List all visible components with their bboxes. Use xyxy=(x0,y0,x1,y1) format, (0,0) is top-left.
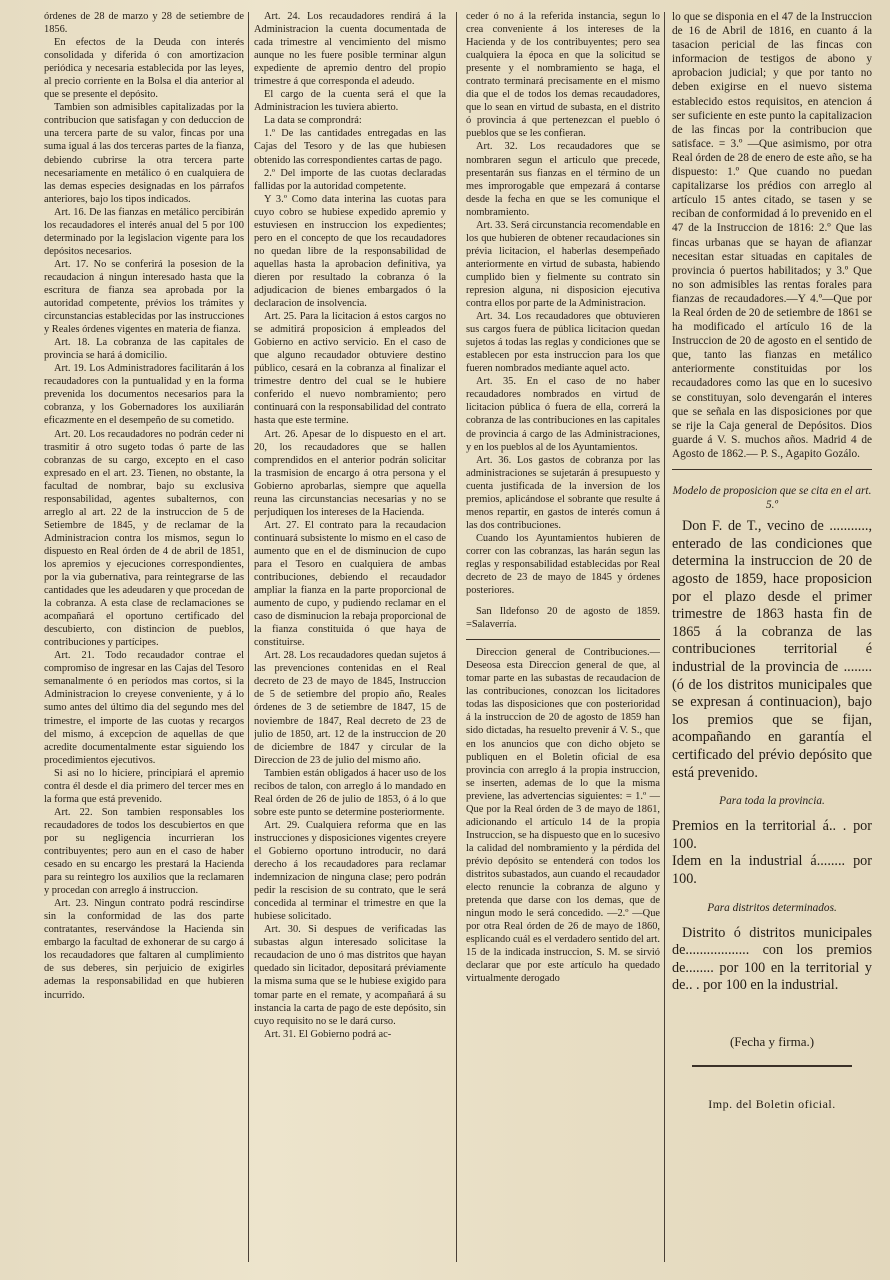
paragraph: Tambien son admisibles capitalizadas por la contribucion que satisfagan y con deduccion de una tercera parte de su valor, fincas por una suma igual á las dos terceras partes de la fianza, debiendo cubrirse la otra tercera parte necesariamente en metálico ó en cualquiera de las demas especies designadas en los párrafos anteriores, bajo los tipos indicados. xyxy=(44,102,244,205)
districts-text: Distrito ó distritos municipales de.................. con los premios de........ por 100 en la territorial y de.. . por 100 en la industrial. xyxy=(672,924,872,994)
article-30: Art. 30. Si despues de verificadas las subastas algun interesado solicitase la recaudacion de uno ó mas distritos que hayan quedado sin licitador, depositará préviamente la misma suma que se le hubiese exigido para tomar parte en el remate, y acompañará á su instancia la carta de pago de este depósito, sin cuyo requisito no se le dará curso. xyxy=(254,924,446,1027)
article-31: Art. 31. El Gobierno podrá ac- xyxy=(264,1028,392,1040)
paragraph: Si asi no lo hiciere, principiará el apremio contra él desde el dia primero del tercer mes en la forma que está prevenido. xyxy=(44,767,244,805)
article-24: Art. 24. Los recaudadores rendirá á la Administracion la cuenta documentada de cada trimestre al vencimiento del mismo aunque no les fuere posible terminar algun expediente de apremio dentro del propio trimestre á que corresponda el adeudo. xyxy=(254,11,446,88)
paragraph: Y 3.º Como data interina las cuotas para cuyo cobro se hubiese expedido apremio y estuviesen en instruccion los expedientes; pero en el concepto de que los recaudadores no quedan libre de la responsabilidad de aquellas hasta la aprobacion definitiva, ya dieren por resultado la cobranza ó la adjudicacion de bienes embargados ó la declaracion de insolvencia. xyxy=(254,193,446,310)
section-divider xyxy=(672,469,872,470)
article-36: Art. 36. Los gastos de cobranza por las administraciones se sujetarán á presupuesto y cuenta justificada de la inversion de los premios, aplicándose el sobrante que resulte á menos repartir, en gastos de interés comun á las dos contribuciones. xyxy=(466,454,660,531)
circular-text: Direccion general de Contribuciones.—Deseosa esta Direccion general de que, al tomar parte en las subastas de recaudacion de las contribuciones, conozcan los licitadores todas las disposiciones que con posterioridad á la instruccion de 20 de agosto de 1859 han sido dictadas, ha resuelto prevenir á V. S., que en los anuncios que con dicho objeto se publiquen en el Boletin oficial de esa provincia con arreglo á la propia instruccion, se inserten, ademas de lo que la misma previene, las advertencias siguientes: = 1.º —Que por la Real órden de 3 de mayo de 1861, adicionando el artículo 14 de la propia Instruccion, se ha dispuesto que en lo sucesivo la calidad del nombramiento y la pérdida del prévio depósito se entenderá con todos los distritos subastados, aun cuando el recaudador electo renuncie la cobranza de alguno y pretenda que darse con los demas, que de ningun modo le será concedido. —2.º —Que por otra Real órden de 26 de mayo de 1860, esplicando cuál es el verdadero sentido del art. 15 de la indicada instruccion, S. M. se sirvió declarar que por este artículo ha quedado virtualmente derogado xyxy=(466,647,660,985)
article-19: Art. 19. Los Administradores facilitarán á los recaudadores con la puntualidad y en la forma prevenida los documentos necesarios para la cobranza, y los Gobernadores los auxiliarán eficazmente en el desempeño de su cometido. xyxy=(44,363,244,427)
column-3 xyxy=(466,10,660,1272)
premium-line: Premios en la territorial á.. . por 100. xyxy=(672,818,872,852)
date-signature: San Ildefonso 20 de agosto de 1859. =Salaverría. xyxy=(466,606,660,631)
paragraph: ceder ó no á la referida instancia, segun lo crea conveniente á los intereses de la Hacienda y de los contribuyentes; pero sea cualquiera la época en que la solicitud se presente y el nombramiento se haga, el contrato terminará precisamente en el mismo dia que el de todos los demas recaudadores, que lo sean en virtud de subasta, en el distrito ó provincia á que pertenezcan el pueblo ó pueblos que se les confieran. xyxy=(466,11,660,140)
paragraph: En efectos de la Deuda con interés consolidada y diferida ó con amortizacion periódica y necesaria establecida por las leyes, al precio corriente en la Bolsa el dia anterior al que se presente el depósito. xyxy=(44,37,244,101)
paragraph: 1.º De las cantidades entregadas en las Cajas del Tesoro y de las que hubiesen obtenido las correspondientes cartas de pago. xyxy=(254,128,446,166)
closing-rule xyxy=(692,1065,852,1067)
paragraph: El cargo de la cuenta será el que la Administracion les tuviera abierto. xyxy=(254,89,446,114)
article-35: Art. 35. En el caso de no haber recaudadores nombrados en virtud de licitacion pública ó fuera de ella, correrá la cobranza de las contribuciones en las capitales de provincia á cargo de las Administraciones, y en los pueblos al de los Ayuntamientos. xyxy=(466,376,660,453)
article-25: Art. 25. Para la licitacion á estos cargos no se admitirá proposicion á empleados del Gobierno en activo servicio. En el caso de que alguno recaudador obtuviere destino público, cesará en la cobranza al finalizar el trimestre dentro del cual se le hubiere conferido el nuevo nombramiento; pero continuará con la responsabilidad del contrato hasta que este termine. xyxy=(254,311,446,427)
circular-continuation: lo que se disponia en el 47 de la Instruccion de 16 de Abril de 1816, en cuanto á la tasacion pericial de las fincas con informacion de testigos de abono y aprobacion judicial; y que por tanto no deben exigirse en el nuevo sistema establecido estos requisitos, en atencion á ser suficiente en este punto la capitalizacion de las fincas por la contribucion que satisface. = 3.º —Que asimismo, por otra Real órden de 28 de enero de este año, se ha dispuesto: 1.º Que cuando no puedan capitalizarse los prédios con arreglo al artículo 15 antes citado, se tasen y se reciban de conformidad á lo prevenido en el 47 de la Instruccion de 1816: 2.º Que las fincas urbanas que se hayan de afianzar necesitan estar situadas en capitales de provincia ó puertos habilitados; y 3.º Que no son admisibles las rentas forales para fianzas de recaudadores.—Y 4.º—Que por la Real órden de 20 de setiembre de 1861 se ha modificado el artículo 16 de la Instruccion de 20 de agosto en el sentido de que, tanto las fianzas en metálico anteriormente constituidas por los recaudadores como las que en lo sucesivo se constituyan, solo devengarán el interes que se señala en las disposiciones por que se rije la Caja general de Depósitos. Dios guarde á V. S. muchos años. Madrid 4 de Agosto de 1862.— P. S., Agapito Gozálo. xyxy=(672,11,872,460)
article-27: Art. 27. El contrato para la recaudacion continuará subsistente lo mismo en el caso de aumento que en el de disminucion de cupo para el Tesoro en cualquiera de ambas contribuciones, debiendo el recaudador ampliar la fianza en la parte proporcional de aumento de cupo, y pudiendo reclamar en el caso de disminucion la rebaja proporcional de la fianza constituida ó que haya de constituirse. xyxy=(254,519,446,649)
paragraph: órdenes de 28 de marzo y 28 de setiembre de 1856. xyxy=(44,11,244,36)
article-21: Art. 21. Todo recaudador contrae el compromiso de ingresar en las Cajas del Tesoro semanalmente ó en períodos mas cortos, si la Administracion lo creyese conveniente, y á lo sumo antes del último dia del segundo mes del trimestre, el importe de las cuotas y recargos del mismo, á excepcion de aquellas de que acredite documentalmente estar siguiendo los procedimientos ejecutivos. xyxy=(44,650,244,766)
column-rule xyxy=(664,12,665,1262)
printer-imprint: Imp. del Boletin oficial. xyxy=(708,1097,836,1112)
paragraph: Tambien están obligados á hacer uso de los recibos de talon, con arreglo á lo mandado en Real órden de 26 de julio de 1853, ó á lo que sobre este punto se determine posteriormente. xyxy=(254,767,446,818)
article-17: Art. 17. No se conferirá la posesion de la recaudacion á ningun interesado hasta que la escritura de fianza sea aprobada por la autoridad competente, prévios los trámites y circunstancias establecidas por las instrucciones y Reales órdenes vigentes en materia de fianza. xyxy=(44,258,244,336)
column-rule xyxy=(456,12,457,1262)
model-proposal-text: Don F. de T., vecino de ..........., enterado de las condiciones que determina la instruccion de 20 de agosto de 1859, hace proposicion por el plazo desde el primer trimestre de 1863 hasta fin de 1865 á la cobranza de las contribuciones territorial é industrial de la provincia de ........ (ó de los distritos municipales que se expresan á continuacion), bajo los premios que se fijan, acompañando en garantía el certificado del prévio depósito que está prevenido. xyxy=(672,518,872,781)
paragraph: Cuando los Ayuntamientos hubieren de correr con las cobranzas, las harán segun las reglas y responsabilidad establecidas por Real decreto de 23 de mayo de 1845 y órdenes posteriores. xyxy=(466,532,660,597)
subheading-province: Para toda la provincia. xyxy=(719,795,825,808)
section-divider xyxy=(466,639,660,640)
article-26: Art. 26. Apesar de lo dispuesto en el art. 20, los recaudadores que se hallen comprendidos en el anterior podrán solicitar la trasmision de encargo á otra persona y el Gobierno aprobarlas, siempre que aquella reuna las circunstancias necesarias y no se perjudiquen los intereses de la Hacienda. xyxy=(254,428,446,518)
column-rule xyxy=(248,12,249,1262)
article-34: Art. 34. Los recaudadores que obtuvieren sus cargos fuera de pública licitacion quedan sujetos á todas las reglas y condiciones que se establecen por esta instruccion para los que fueren nombrados mediante aquel acto. xyxy=(466,311,660,375)
article-29: Art. 29. Cualquiera reforma que en las instrucciones y disposiciones vigentes creyere el Gobierno oportuno introducir, no dará derecho á los recaudadores para reclamar indemnizacion de ninguna clase; pero podrán pedir la rescision de su contrato, que le será concedida al terminar el trimestre en que la hubiese solicitado. xyxy=(254,819,446,923)
article-16: Art. 16. De las fianzas en metálico percibirán los recaudadores el interés anual del 5 por 100 determinado por la legislacion vigente para los depósitos necesarios. xyxy=(44,206,244,257)
article-32: Art. 32. Los recaudadores que se nombraren segun el articulo que precede, presentarán sus fianzas en el término de un mes improrogable que empezará á contarse desde la fecha en que se les comunique el nombramiento. xyxy=(466,141,660,218)
article-20: Art. 20. Los recaudadores no podrán ceder ni trasmitir á otro sugeto todas ó parte de las cobranzas de su cargo, excepto en el caso expresado en el art. 23. Tienen, no obstante, la facultad de nombrar, bajo su exclusiva responsabilidad, agentes subalternos, con arreglo al art. 22 de la instruccion de 5 de Setiembre de 1845, y de reclamar de la Administracion contra los mismos, segun lo dispuesto en Real órden de 4 de abril de 1851, los apremios y ejecuciones correspondientes, por la via gubernativa, para reintegrarse de las cantidades que les adeudaren y que procedan de la cobranza. A esta clase de reclamaciones se acompañará el oportuno certificado del descubierto, con distincion de pueblos, contribuciones y partícipes. xyxy=(44,428,244,649)
paragraph: 2.º Del importe de las cuotas declaradas fallidas por la autoridad competente. xyxy=(254,167,446,192)
column-4 xyxy=(672,10,872,1272)
premium-line: Idem en la industrial á........ por 100. xyxy=(672,853,872,887)
article-28: Art. 28. Los recaudadores quedan sujetos á las prevenciones contenidas en el Real decreto de 23 de mayo de 1845, Instruccion de 5 de setiembre del propio año, Reales órdenes de 3 de setiembre de 1847, 15 de noviembre de 1847, Real decreto de 23 de julio de 1850, art. 12 de la instruccion de 20 de diciembre de 1847 y circular de la Direccion de 23 de julio del mismo año. xyxy=(254,650,446,766)
article-18: Art. 18. La cobranza de las capitales de provincia se hará á domicilio. xyxy=(44,337,244,362)
column-2 xyxy=(254,10,446,1272)
model-title: Modelo de proposicion que se cita en el art. 5.º xyxy=(672,485,872,512)
column-1 xyxy=(44,10,244,1272)
paragraph: La data se comprondrá: xyxy=(264,115,362,127)
subheading-districts: Para distritos determinados. xyxy=(707,901,837,914)
date-and-signature: (Fecha y firma.) xyxy=(729,1034,815,1050)
article-23: Art. 23. Ningun contrato podrá rescindirse sin la conformidad de las dos parte contratantes, reservándose la Hacienda sin embargo la facultad de exhonerar de su cargo á los recaudadores que faltaren al cumplimiento de sus deberes, sin perjuicio de exigirles ademas la responsabilidad en que hubieren incurrido. xyxy=(44,898,244,1001)
article-22: Art. 22. Son tambien responsables los recaudadores de todos los descubiertos en que por su negligencia incurrieran los contribuyentes; pero aun en el caso de haber cesado en su encargo les prestará la Hacienda para su reintegro los auxilios que la reclamaren y procedan con arreglo á instruccion. xyxy=(44,806,244,897)
article-33: Art. 33. Será circunstancia recomendable en los que hubieren de obtener recaudaciones sin prévia licitacion, el haberlas desempeñado anteriormente en virtud de subasta, habiendo cumplido bien y fielmente su contrato sin represion alguna, ni disposicion ejecutiva contra ellos por parte de la Administracion. xyxy=(466,219,660,310)
